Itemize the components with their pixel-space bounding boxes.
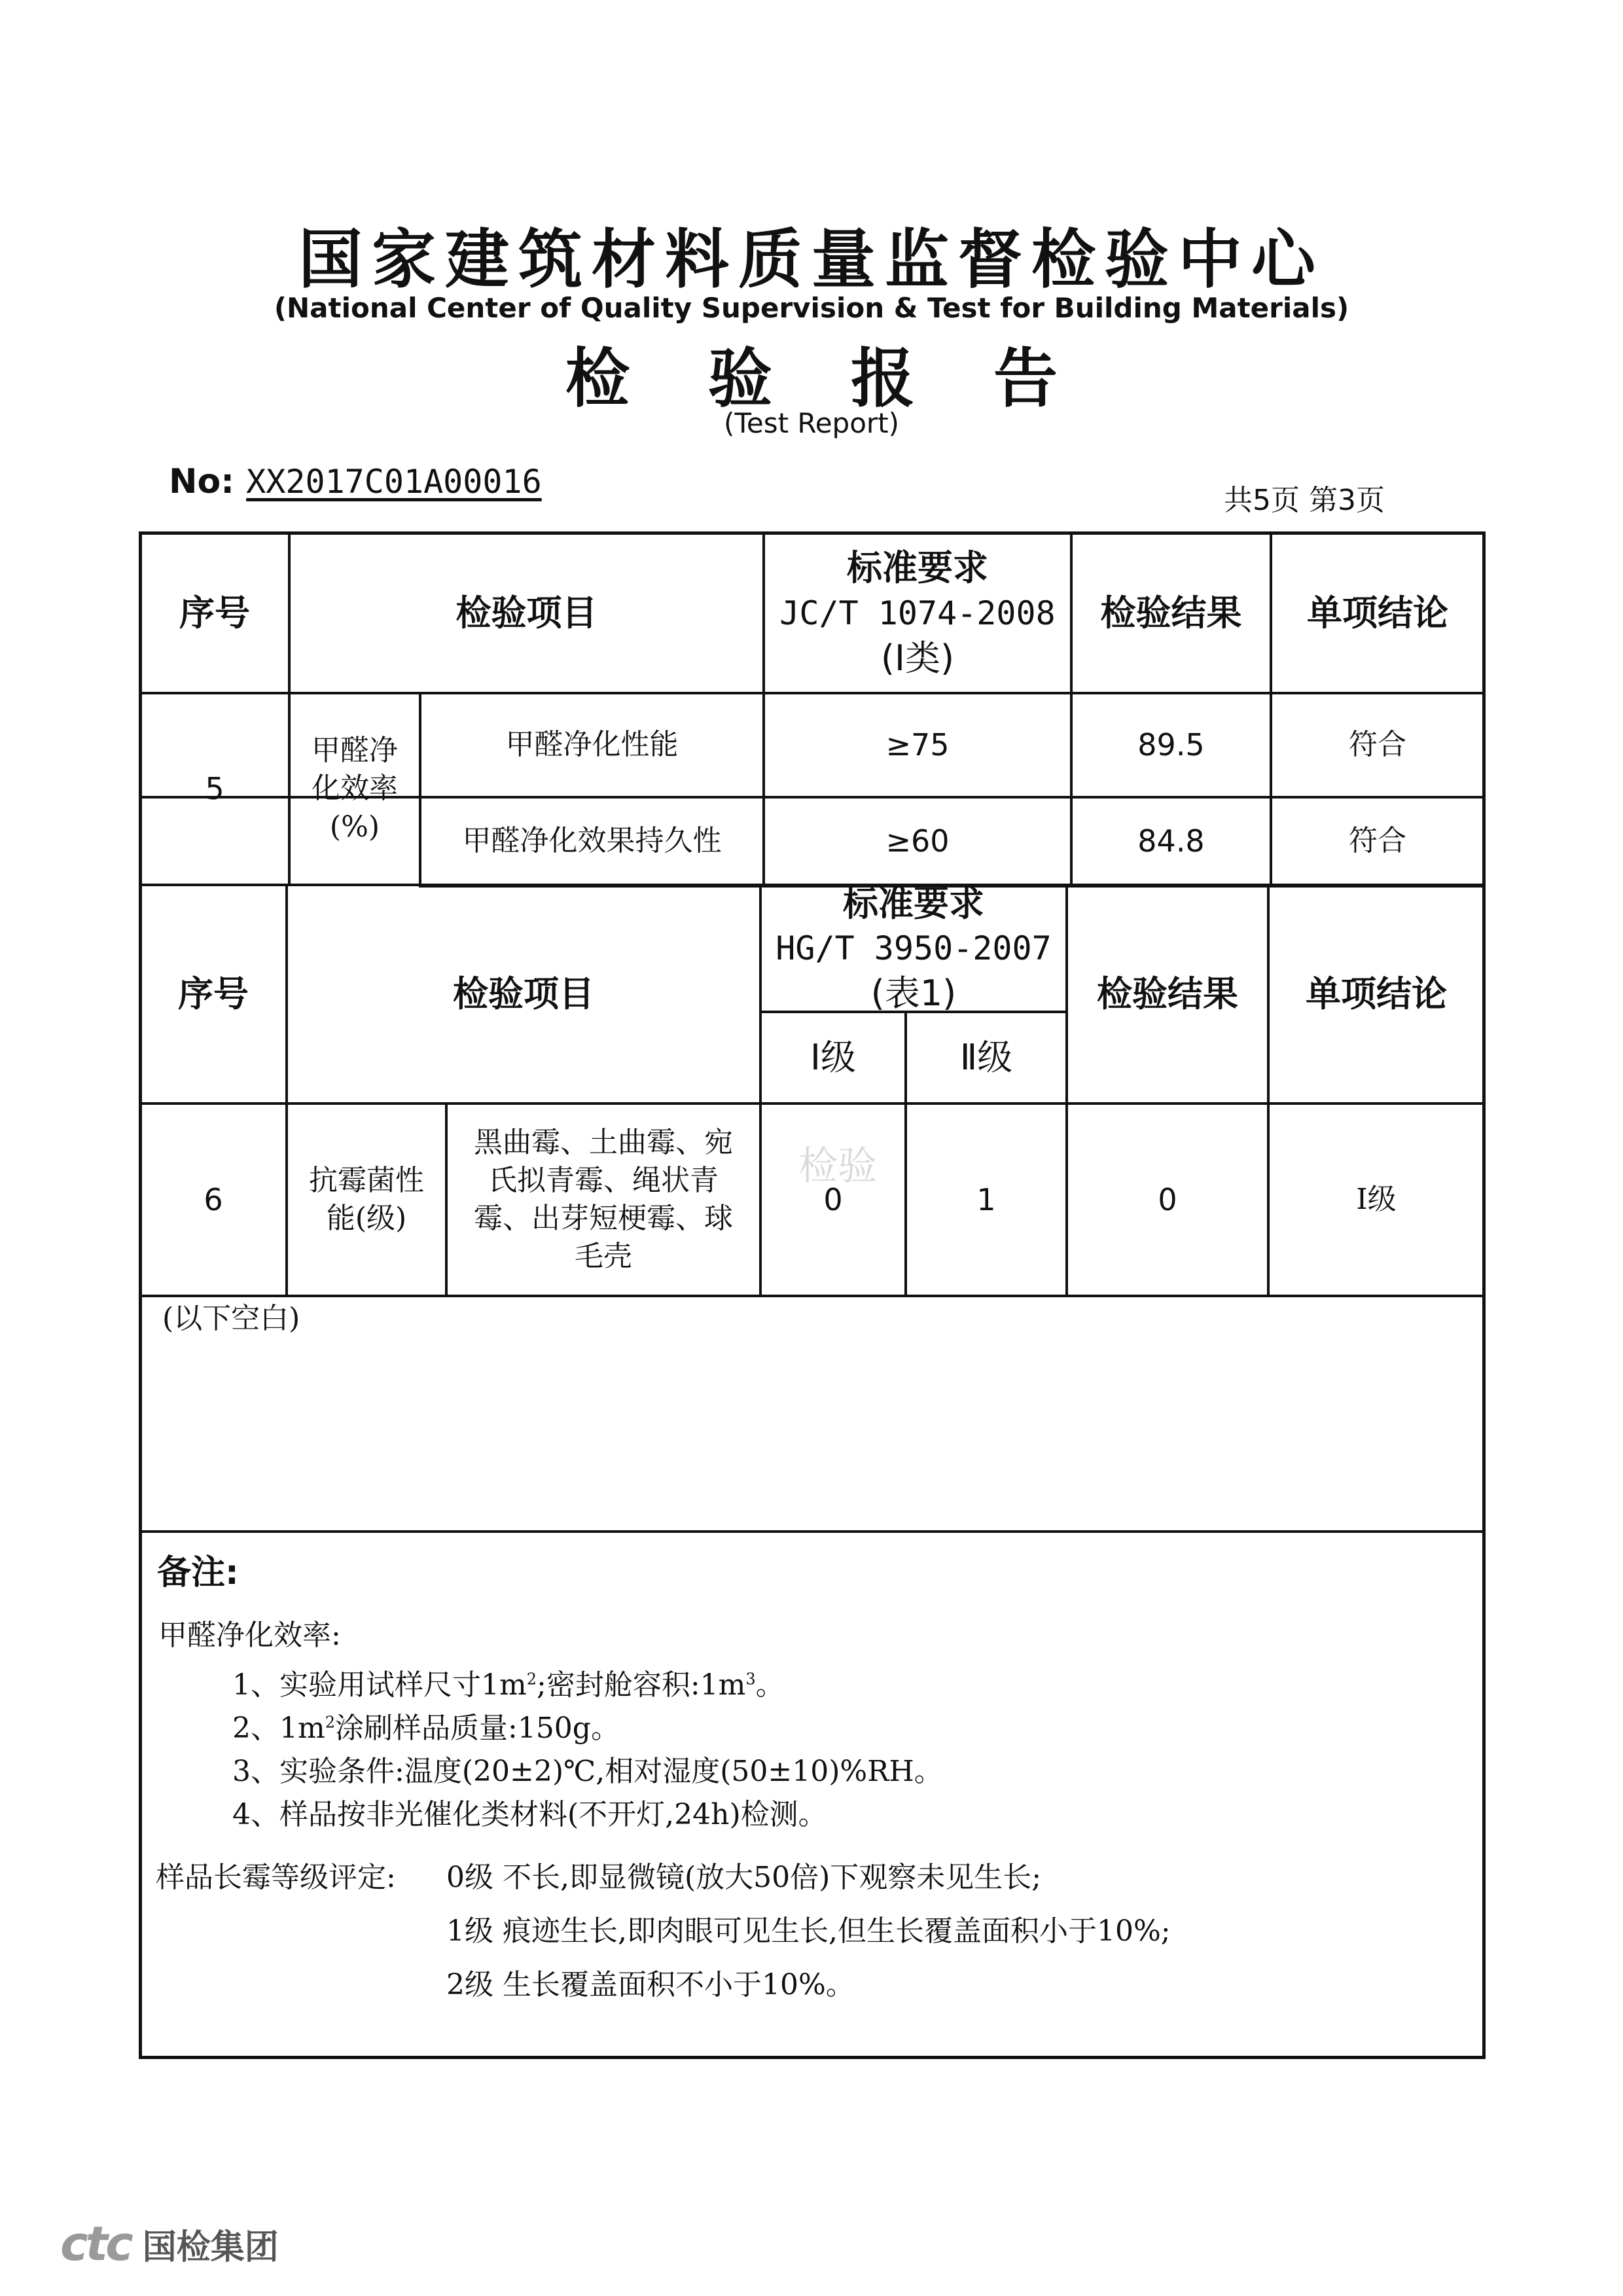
t2-grade2-header: Ⅱ级 — [959, 1037, 1013, 1079]
t1-std-label: 标准要求 — [847, 547, 988, 589]
stamp-watermark: 检验 — [798, 1143, 877, 1189]
t2-std-code: HG/T 3950-2007 — [776, 929, 1052, 967]
t2-grade2-value: 1 — [976, 1181, 996, 1217]
ctc-logo-mark: ctc — [60, 2216, 131, 2271]
grade-2: 2级 生长覆盖面积不小于10%。 — [446, 1968, 855, 2001]
notes-title: 备注: — [157, 1553, 239, 1592]
t2-seq: 6 — [204, 1181, 223, 1217]
t1-conclusion-1: 符合 — [1349, 728, 1406, 762]
t2-col-seq: 序号 — [178, 973, 249, 1015]
t2-col-item: 检验项目 — [453, 973, 594, 1015]
report-number — [169, 462, 542, 501]
t2-result: 0 — [1158, 1181, 1177, 1217]
t1-col-seq: 序号 — [179, 592, 250, 634]
t1-conclusion-2: 符合 — [1349, 823, 1406, 857]
t1-col-standard — [765, 534, 1070, 692]
org-name-en: (National Center of Quality Supervision & Test for Building Materials) — [274, 292, 1349, 324]
t1-std-code: JC/T 1074-2008 — [779, 594, 1056, 632]
t2-conclusion: Ⅰ级 — [1356, 1182, 1397, 1216]
t2-item: 黑曲霉、土曲霉、宛氏拟青霉、绳状青霉、出芽短梗霉、球毛壳 — [474, 1125, 733, 1274]
t2-col-conclusion: 单项结论 — [1306, 973, 1447, 1015]
t1-col-conclusion: 单项结论 — [1307, 592, 1448, 634]
report-title-en: (Test Report) — [723, 407, 900, 439]
org-name-cn: 国家建筑材料质量监督检验中心 — [298, 223, 1325, 297]
grade-1: 1级 痕迹生长,即肉眼可见生长,但生长覆盖面积小于10%; — [446, 1914, 1171, 1948]
page-indicator: 共5页 第3页 — [1224, 484, 1385, 517]
t2-std-label: 标准要求 — [843, 882, 984, 924]
report-number-value: XX2017C01A00016 — [246, 463, 542, 501]
t1-result-2: 84.8 — [1137, 823, 1205, 859]
t2-col-result: 检验结果 — [1097, 973, 1238, 1015]
t1-item-2: 甲醛净化效果持久性 — [462, 823, 722, 857]
t1-std-class: (Ⅰ类) — [880, 637, 955, 679]
note-item-4: 4、样品按非光催化类材料(不开灯,24h)检测。 — [232, 1798, 827, 1831]
t1-col-item: 检验项目 — [455, 592, 597, 634]
report-number-label: No: — [169, 462, 235, 501]
note-item-3: 3、实验条件:温度(20±2)℃,相对湿度(50±10)%RH。 — [232, 1755, 943, 1788]
t1-col-result: 检验结果 — [1100, 592, 1242, 634]
t1-requirement-2: ≥60 — [885, 823, 950, 859]
note-item-2: 2、$1m^2$涂刷样品质量:150g。 — [232, 1712, 620, 1745]
note-item-1: 1、实验用试样尺寸$1m^2$;密封舱容积$:1m^3$。 — [232, 1668, 785, 1702]
t1-seq: 5 — [205, 771, 224, 807]
t1-item-1: 甲醛净化性能 — [505, 728, 679, 762]
company-logo — [60, 2216, 279, 2271]
grade-0: 0级 不长,即显微镜(放大50倍)下观察未见生长; — [446, 1861, 1042, 1894]
notes-subtitle: 甲醛净化效率: — [158, 1619, 341, 1652]
t1-result-1: 89.5 — [1137, 727, 1205, 763]
blank-below-note: (以下空白) — [162, 1302, 300, 1335]
t1-requirement-1: ≥75 — [885, 727, 950, 763]
t1-category: 甲醛净化效率(%) — [312, 734, 398, 844]
t2-col-standard — [762, 882, 1065, 1014]
t2-grade1-header: Ⅰ级 — [810, 1037, 856, 1079]
grading-label: 样品长霉等级评定: — [156, 1861, 396, 1894]
logo-text: 国检集团 — [142, 2227, 279, 2267]
report-title-cn: 检验报告 — [565, 342, 1136, 416]
t2-category: 抗霉菌性能(级) — [309, 1163, 424, 1235]
t2-std-table: (表1) — [870, 973, 957, 1014]
t2-grade1-value: 0 — [823, 1181, 843, 1217]
